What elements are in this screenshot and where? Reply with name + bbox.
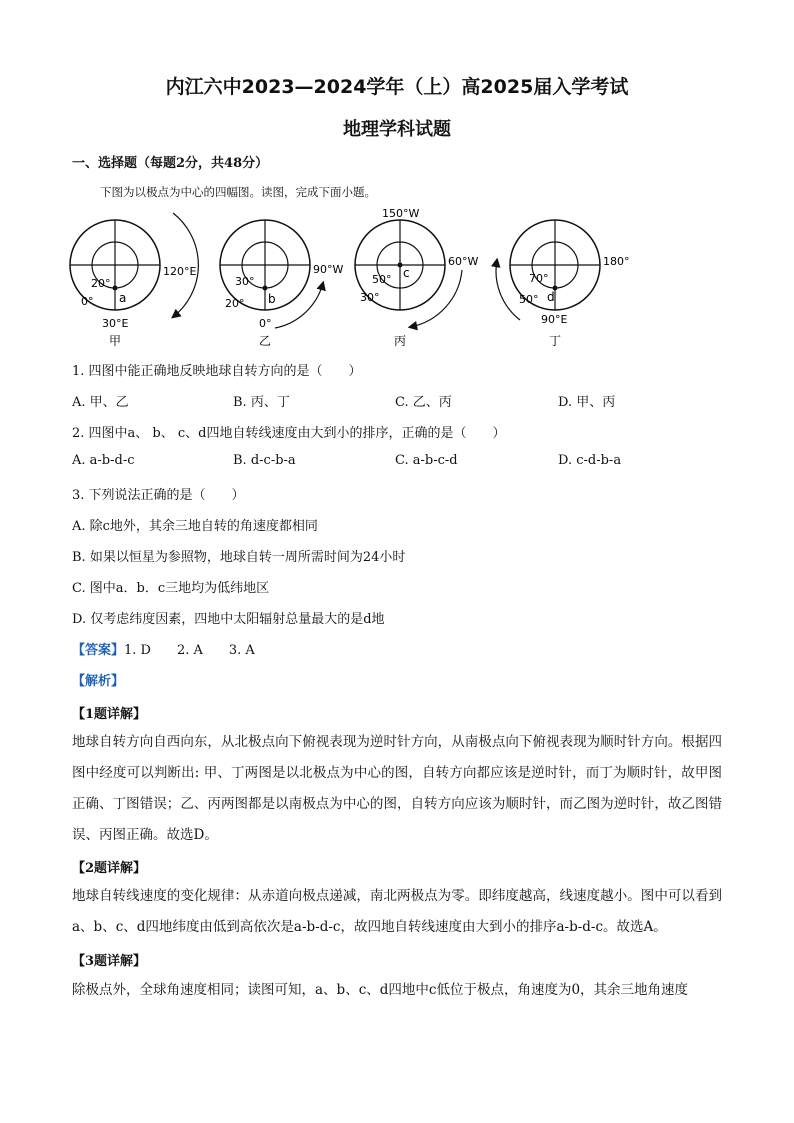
answer-text: 1. D 2. A 3. A — [124, 643, 255, 658]
label-lat-inner: 70° — [529, 272, 549, 285]
question-3-stem: 3. 下列说法正确的是（ ） — [72, 488, 245, 503]
rotation-arrow-icon — [410, 270, 462, 327]
diagram-jia — [70, 213, 198, 348]
polar-diagrams — [60, 205, 700, 355]
q3-option-a[interactable]: A. 除c地外，其余三地自转的角速度都相同 — [72, 519, 318, 534]
detail-1-text: 地球自转方向自西向东，从北极点向下俯视表现为逆时针方向，从南极点向下俯视表现为顺时针方向。根据四图中经度可以判断出: 甲、丁两图是以北极点为中心的图，自转方向都应该是逆时针，而丁为顺时针，故甲图正确、丁图错误；乙、丙两图都是以南极点为中心的图，自转方向应该为顺时针，而乙图为逆时针，故乙图错误、丙图正确。故选D。 — [72, 734, 722, 843]
point-a — [113, 286, 118, 291]
label-lat-outer: 50° — [519, 293, 539, 306]
label-lat-inner: 50° — [372, 273, 392, 286]
label-lon-right: 90°W — [313, 263, 344, 276]
label-point: b — [268, 292, 276, 306]
detail-3-text: 除极点外，全球角速度相同；读图可知，a、b、c、d四地中c低位于极点，角速度为0，其余三地角速度 — [72, 982, 689, 998]
label-lon-bottom: 0° — [259, 317, 272, 330]
label-lon-bottom: 30°E — [102, 317, 129, 330]
label-point: c — [403, 266, 410, 280]
q1-option-c[interactable]: C. 乙、丙 — [395, 395, 452, 410]
label-point: a — [119, 291, 127, 305]
q1-option-d[interactable]: D. 甲、丙 — [558, 395, 616, 410]
caption-jia: 甲 — [109, 334, 122, 348]
question-intro: 下图为以极点为中心的四幅图。读图，完成下面小题。 — [100, 185, 376, 199]
question-1-stem: 1. 四图中能正确地反映地球自转方向的是（ ） — [72, 364, 362, 379]
q3-option-c[interactable]: C. 图中a．b．c三地均为低纬地区 — [72, 581, 270, 596]
point-c — [398, 263, 403, 268]
label-lat-outer: 0° — [81, 295, 94, 308]
q2-option-a[interactable]: A. a-b-d-c — [72, 453, 135, 468]
caption-yi: 乙 — [259, 334, 272, 348]
caption-bing: 丙 — [394, 334, 407, 348]
point-b — [263, 286, 268, 291]
detail-1-tag: 【1题详解】 — [72, 707, 147, 722]
label-lat-outer: 30° — [360, 291, 380, 304]
answer-tag: 【答案】 — [72, 643, 125, 658]
exam-title: 内江六中2023—2024学年（上）高2025届入学考试 — [165, 76, 629, 98]
analysis-tag: 【解析】 — [72, 674, 125, 689]
detail-2-tag: 【2题详解】 — [72, 861, 147, 876]
label-lat-inner: 20° — [91, 277, 111, 290]
q1-option-b[interactable]: B. 丙、丁 — [233, 395, 290, 410]
label-lat-outer: 20° — [225, 297, 245, 310]
q3-option-d[interactable]: D. 仅考虑纬度因素，四地中太阳辐射总量最大的是d地 — [72, 612, 385, 627]
exam-subtitle: 地理学科试题 — [343, 119, 451, 140]
label-lon-right: 120°E — [163, 265, 197, 278]
q2-option-b[interactable]: B. d-c-b-a — [233, 453, 296, 468]
diagram-yi — [220, 220, 343, 348]
label-lon-right: 60°W — [448, 255, 479, 268]
label-lon-right: 180° — [603, 255, 630, 268]
diagram-ding — [496, 220, 629, 348]
detail-3-tag: 【3题详解】 — [72, 954, 147, 969]
q2-option-d[interactable]: D. c-d-b-a — [558, 453, 622, 468]
label-point: d — [547, 290, 555, 304]
caption-ding: 丁 — [549, 334, 562, 348]
q1-option-a[interactable]: A. 甲、乙 — [72, 395, 129, 410]
q2-option-c[interactable]: C. a-b-c-d — [395, 453, 458, 468]
rotation-arrow-icon — [496, 260, 520, 320]
q3-option-b[interactable]: B. 如果以恒星为参照物，地球自转一周所需时间为24小时 — [72, 550, 406, 565]
rotation-arrow-icon — [275, 283, 323, 328]
label-lon-top: 150°W — [382, 207, 420, 220]
answer-line — [72, 639, 255, 658]
label-lon-bottom: 90°E — [541, 313, 568, 326]
detail-2-text: 地球自转线速度的变化规律：从赤道向极点递减，南北两极点为零。即纬度越高，线速度越小。图中可以看到a、b、c、d四地纬度由低到高依次是a-b-d-c，故四地自转线速度由大到小的排序a-b-d-c。故选A。 — [72, 888, 722, 935]
label-lat-inner: 30° — [235, 275, 255, 288]
section-heading: 一、选择题（每题2分，共48分） — [72, 156, 269, 171]
diagram-bing — [355, 207, 478, 348]
question-2-stem: 2. 四图中a、 b、 c、d四地自转线速度由大到小的排序，正确的是（ ） — [72, 426, 506, 441]
